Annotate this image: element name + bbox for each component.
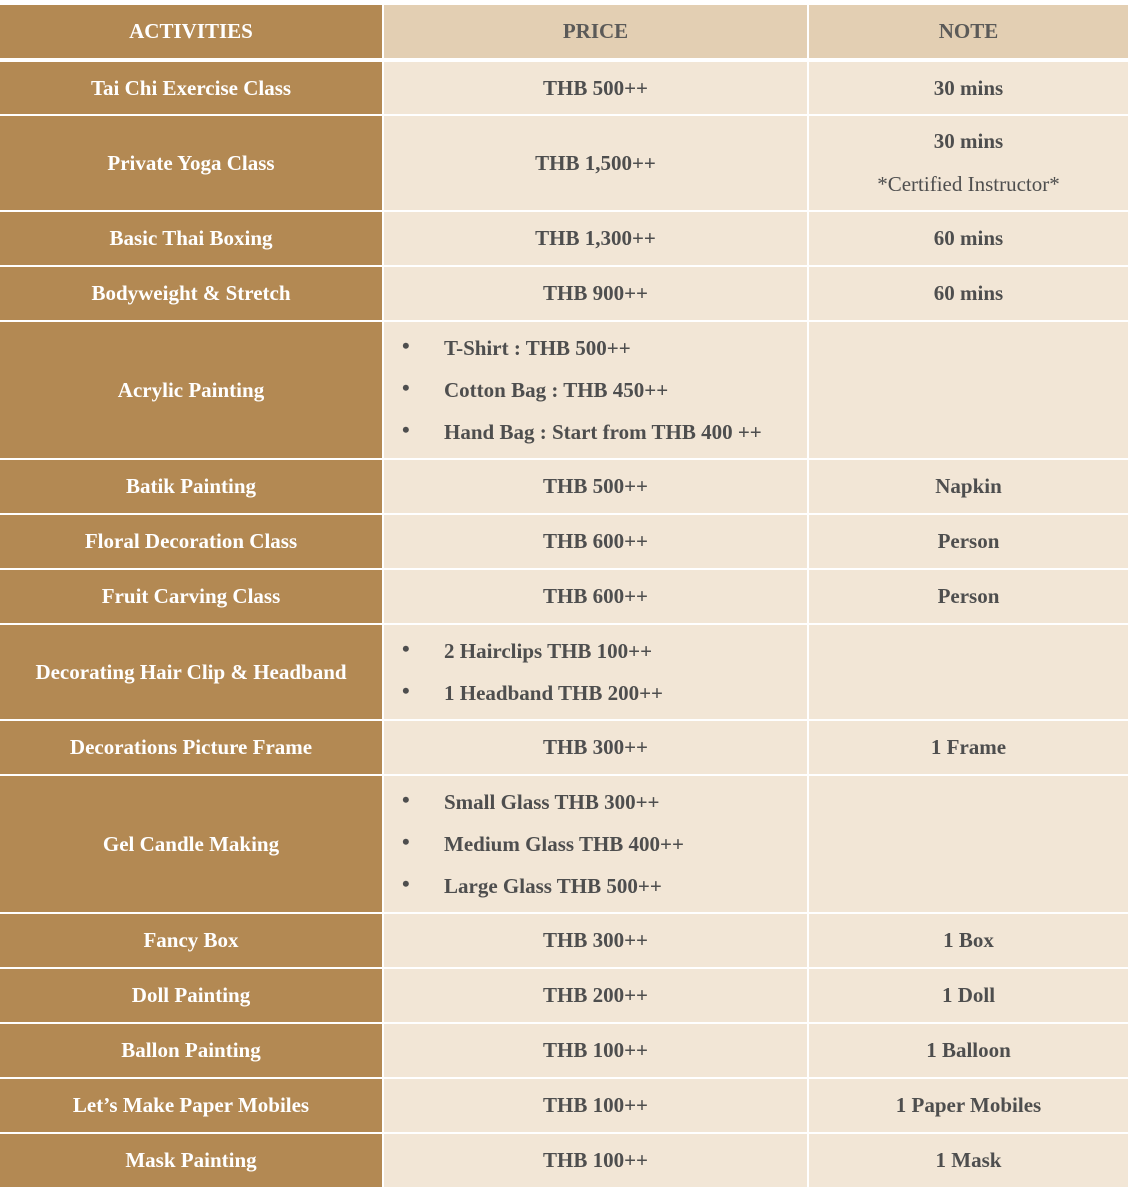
table-row: [0, 459, 1128, 514]
price-option-text: 2 Hairclips THB 100++: [444, 639, 653, 663]
table-row: [0, 60, 1128, 115]
price-option-list: [384, 781, 807, 907]
activity-name: Basic Thai Boxing: [0, 211, 383, 266]
activity-name: Let’s Make Paper Mobiles: [0, 1078, 383, 1133]
bullet-icon: •: [402, 636, 410, 661]
bullet-icon: •: [402, 871, 410, 896]
price-value: THB 1,500++: [383, 115, 808, 211]
price-option-list: [384, 630, 807, 714]
activity-name: Decorations Picture Frame: [0, 720, 383, 775]
price-option-text: 1 Headband THB 200++: [444, 681, 664, 705]
table-row: [0, 266, 1128, 321]
table-row: [0, 913, 1128, 968]
note-text: 60 mins: [933, 226, 1004, 250]
price-value: THB 100++: [383, 1078, 808, 1133]
price-options: [383, 775, 808, 913]
price-option-text: T-Shirt : THB 500++: [444, 336, 631, 360]
price-option-text: Small Glass THB 300++: [444, 790, 660, 814]
price-value: THB 300++: [383, 913, 808, 968]
table-row: [0, 321, 1128, 459]
price-value: THB 100++: [383, 1023, 808, 1078]
note-cell: [808, 968, 1128, 1023]
activities-price-table: [0, 5, 1128, 1189]
table-row: [0, 211, 1128, 266]
activity-name: Gel Candle Making: [0, 775, 383, 913]
bullet-icon: •: [402, 333, 410, 358]
bullet-icon: •: [402, 417, 410, 442]
price-value: THB 200++: [383, 968, 808, 1023]
price-value: THB 500++: [383, 459, 808, 514]
price-option-item: [402, 369, 807, 411]
note-cell: [808, 624, 1128, 720]
note-text: 1 Mask: [935, 1148, 1002, 1172]
price-options: [383, 321, 808, 459]
activity-name: Batik Painting: [0, 459, 383, 514]
price-value: THB 600++: [383, 514, 808, 569]
note-text: 30 mins: [933, 75, 1004, 100]
activity-name: Fancy Box: [0, 913, 383, 968]
table-row: [0, 1078, 1128, 1133]
price-option-item: [402, 327, 807, 369]
note-subtext: *Certified Instructor*: [877, 172, 1060, 196]
activity-name: Private Yoga Class: [0, 115, 383, 211]
table-row: [0, 115, 1128, 211]
price-option-text: Cotton Bag : THB 450++: [444, 378, 669, 402]
activity-name: Doll Painting: [0, 968, 383, 1023]
bullet-icon: •: [402, 829, 410, 854]
note-text: 60 mins: [933, 281, 1004, 305]
note-text: 1 Doll: [941, 983, 996, 1007]
note-text: 1 Balloon: [926, 1038, 1011, 1062]
price-options: [383, 624, 808, 720]
table-row: [0, 775, 1128, 913]
activity-name: Bodyweight & Stretch: [0, 266, 383, 321]
activity-name: Tai Chi Exercise Class: [0, 60, 383, 115]
bullet-icon: •: [402, 375, 410, 400]
note-text: Person: [937, 529, 1000, 553]
activity-name: Acrylic Painting: [0, 321, 383, 459]
header-price: PRICE: [383, 5, 808, 60]
table-row: [0, 968, 1128, 1023]
price-value: THB 600++: [383, 569, 808, 624]
activity-name: Ballon Painting: [0, 1023, 383, 1078]
price-option-text: Large Glass THB 500++: [444, 874, 662, 898]
price-option-item: [402, 865, 807, 907]
note-text: Person: [937, 584, 1000, 608]
note-cell: [808, 459, 1128, 514]
header-note: NOTE: [808, 5, 1128, 60]
table-row: [0, 720, 1128, 775]
price-option-text: Hand Bag : Start from THB 400 ++: [444, 420, 762, 444]
price-value: THB 100++: [383, 1133, 808, 1188]
note-cell: [808, 720, 1128, 775]
note-cell: [808, 913, 1128, 968]
activity-name: Mask Painting: [0, 1133, 383, 1188]
note-cell: [808, 775, 1128, 913]
header-activities: ACTIVITIES: [0, 5, 383, 60]
header-row: [0, 5, 1128, 60]
table-row: [0, 1133, 1128, 1188]
note-cell: [808, 60, 1128, 115]
note-text: 30 mins: [933, 129, 1004, 153]
note-cell: [808, 1023, 1128, 1078]
price-option-item: [402, 781, 807, 823]
price-option-item: [402, 630, 807, 672]
price-value: THB 300++: [383, 720, 808, 775]
bullet-icon: •: [402, 787, 410, 812]
note-text: 1 Box: [943, 928, 994, 952]
note-cell: [808, 1133, 1128, 1188]
price-option-item: [402, 823, 807, 865]
note-cell: [808, 266, 1128, 321]
table-row: [0, 569, 1128, 624]
note-cell: [808, 514, 1128, 569]
table-header: [0, 5, 1128, 60]
note-text: Napkin: [935, 474, 1002, 498]
table-row: [0, 624, 1128, 720]
bullet-icon: •: [402, 678, 410, 703]
note-cell: [808, 1078, 1128, 1133]
note-cell: [808, 115, 1128, 211]
table-row: [0, 1023, 1128, 1078]
activity-name: Floral Decoration Class: [0, 514, 383, 569]
price-option-text: Medium Glass THB 400++: [444, 832, 684, 856]
price-value: THB 500++: [383, 60, 808, 115]
price-value: THB 1,300++: [383, 211, 808, 266]
note-cell: [808, 211, 1128, 266]
price-option-item: [402, 411, 807, 453]
table-body: [0, 60, 1128, 1188]
note-cell: [808, 569, 1128, 624]
note-text: 1 Paper Mobiles: [895, 1093, 1042, 1117]
note-cell: [808, 321, 1128, 459]
price-option-item: [402, 672, 807, 714]
price-value: THB 900++: [383, 266, 808, 321]
activity-name: Fruit Carving Class: [0, 569, 383, 624]
table-row: [0, 514, 1128, 569]
activity-name: Decorating Hair Clip & Headband: [0, 624, 383, 720]
note-text: 1 Frame: [930, 735, 1007, 759]
price-option-list: [384, 327, 807, 453]
